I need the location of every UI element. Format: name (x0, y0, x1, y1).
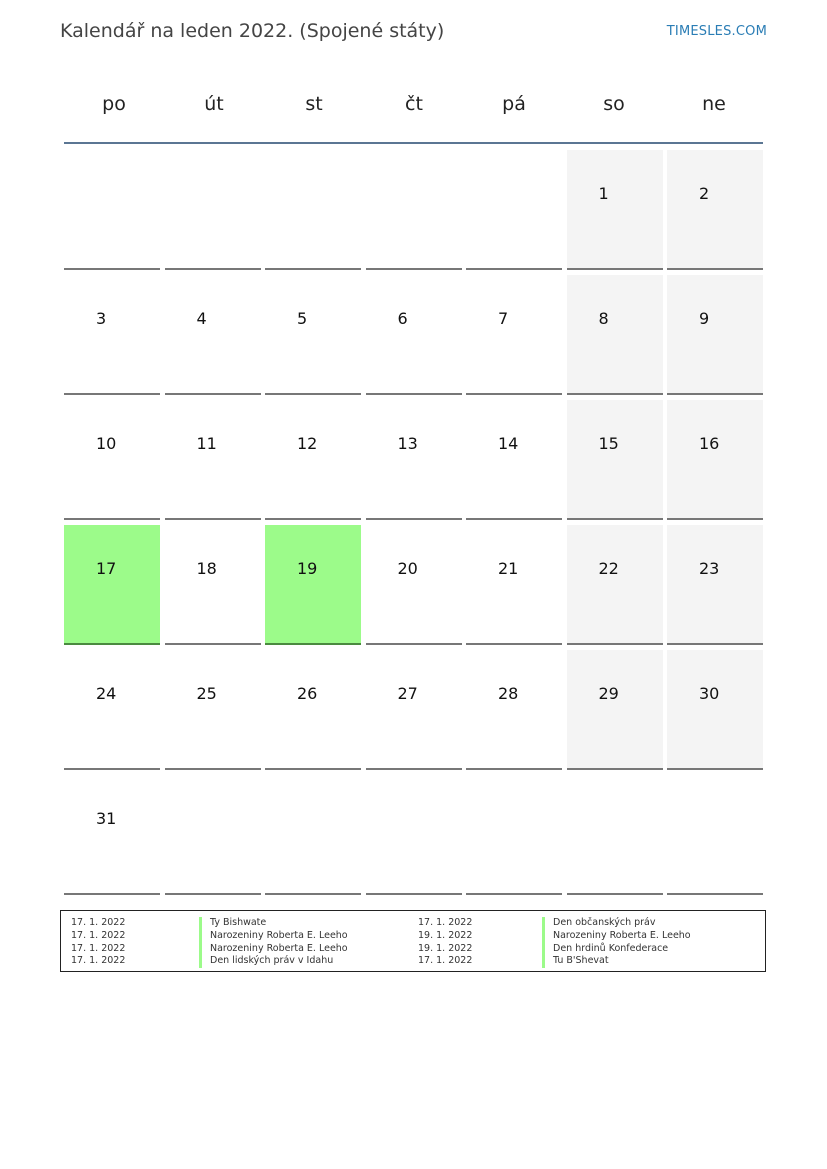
legend-holiday: Ty Bishwate (199, 917, 266, 930)
day-cell[interactable] (466, 400, 562, 520)
empty-day-cell (366, 775, 462, 895)
calendar-week (64, 400, 764, 525)
day-number: 10 (96, 434, 117, 453)
legend-holiday: Den lidských práv v Idahu (199, 955, 333, 968)
day-number: 21 (498, 559, 519, 578)
day-number: 11 (196, 434, 217, 453)
day-cell[interactable] (265, 275, 361, 395)
weekday-mon: po (102, 93, 126, 115)
day-number: 9 (699, 309, 710, 328)
day-number: 23 (699, 559, 720, 578)
day-cell[interactable] (64, 400, 160, 520)
day-number: 31 (96, 809, 117, 828)
weekday-sun: ne (702, 93, 726, 115)
day-number: 13 (397, 434, 418, 453)
legend-date: 19. 1. 2022 (418, 942, 473, 954)
header-divider (64, 142, 763, 144)
day-cell[interactable] (667, 275, 763, 395)
weekday-tue: út (204, 93, 224, 115)
empty-day-cell (466, 150, 562, 270)
day-number: 26 (297, 684, 318, 703)
empty-day-cell (366, 150, 462, 270)
legend-date: 17. 1. 2022 (71, 942, 126, 954)
page-title: Kalendář na leden 2022. (Spojené státy) (60, 20, 445, 42)
day-cell[interactable] (64, 275, 160, 395)
calendar-week (64, 650, 764, 775)
day-cell[interactable] (64, 650, 160, 770)
day-cell[interactable] (165, 650, 261, 770)
weekday-thu: čt (405, 93, 423, 115)
day-cell[interactable] (265, 525, 361, 645)
day-cell[interactable] (567, 275, 663, 395)
day-number: 28 (498, 684, 519, 703)
legend-holiday: Narozeniny Roberta E. Leeho (199, 930, 348, 943)
day-cell[interactable] (567, 525, 663, 645)
day-cell[interactable] (265, 400, 361, 520)
legend-column-right (61, 917, 761, 968)
legend-date: 17. 1. 2022 (71, 917, 126, 928)
calendar-week (64, 275, 764, 400)
day-number: 22 (598, 559, 619, 578)
day-number: 6 (397, 309, 408, 328)
legend-holiday: Narozeniny Roberta E. Leeho (542, 930, 691, 943)
day-cell[interactable] (466, 525, 562, 645)
calendar-week (64, 775, 764, 900)
day-cell[interactable] (667, 400, 763, 520)
legend-row (61, 943, 761, 956)
day-number: 8 (598, 309, 609, 328)
day-cell[interactable] (366, 650, 462, 770)
empty-day-cell (667, 775, 763, 895)
day-cell[interactable] (667, 525, 763, 645)
day-number: 19 (297, 559, 318, 578)
day-number: 5 (297, 309, 308, 328)
day-cell[interactable] (567, 650, 663, 770)
legend-holiday: Narozeniny Roberta E. Leeho (199, 943, 348, 956)
legend-holiday: Tu B'Shevat (542, 955, 609, 968)
day-cell[interactable] (64, 775, 160, 895)
day-number: 27 (397, 684, 418, 703)
day-cell[interactable] (165, 525, 261, 645)
day-number: 20 (397, 559, 418, 578)
legend-row (61, 930, 761, 943)
day-cell[interactable] (466, 275, 562, 395)
weekday-header (64, 80, 764, 128)
empty-day-cell (567, 775, 663, 895)
day-number: 17 (96, 559, 117, 578)
day-number: 24 (96, 684, 117, 703)
day-cell[interactable] (667, 650, 763, 770)
day-cell[interactable] (567, 150, 663, 270)
calendar-grid (64, 150, 764, 900)
day-number: 18 (196, 559, 217, 578)
day-cell[interactable] (567, 400, 663, 520)
empty-day-cell (165, 150, 261, 270)
day-cell[interactable] (265, 650, 361, 770)
day-number: 16 (699, 434, 720, 453)
day-cell[interactable] (165, 275, 261, 395)
legend-date: 17. 1. 2022 (418, 917, 473, 928)
day-number: 12 (297, 434, 318, 453)
empty-day-cell (64, 150, 160, 270)
legend-date: 17. 1. 2022 (418, 955, 473, 967)
day-cell[interactable] (165, 400, 261, 520)
day-cell[interactable] (64, 525, 160, 645)
weekday-wed: st (305, 93, 323, 115)
weekday-fri: pá (502, 93, 526, 115)
day-cell[interactable] (466, 650, 562, 770)
weekday-sat: so (603, 93, 625, 115)
day-number: 15 (598, 434, 619, 453)
day-number: 3 (96, 309, 107, 328)
legend-holiday: Den hrdinů Konfederace (542, 943, 668, 956)
empty-day-cell (165, 775, 261, 895)
legend-date: 17. 1. 2022 (71, 929, 126, 941)
day-number: 14 (498, 434, 519, 453)
brand-link[interactable]: TIMESLES.COM (666, 24, 767, 39)
day-number: 2 (699, 184, 710, 203)
empty-day-cell (265, 775, 361, 895)
day-number: 29 (598, 684, 619, 703)
day-cell[interactable] (366, 525, 462, 645)
calendar-week (64, 525, 764, 650)
day-cell[interactable] (667, 150, 763, 270)
calendar-week (64, 150, 764, 275)
day-number: 30 (699, 684, 720, 703)
legend-holiday: Den občanských práv (542, 917, 656, 930)
day-cell[interactable] (366, 275, 462, 395)
empty-day-cell (466, 775, 562, 895)
day-cell[interactable] (366, 400, 462, 520)
holiday-legend (60, 910, 766, 972)
day-number: 4 (196, 309, 207, 328)
day-number: 1 (598, 184, 609, 203)
legend-date: 19. 1. 2022 (418, 929, 473, 941)
legend-row (61, 955, 761, 968)
legend-row (61, 917, 761, 930)
legend-date: 17. 1. 2022 (71, 955, 126, 967)
day-number: 25 (196, 684, 217, 703)
day-number: 7 (498, 309, 509, 328)
empty-day-cell (265, 150, 361, 270)
